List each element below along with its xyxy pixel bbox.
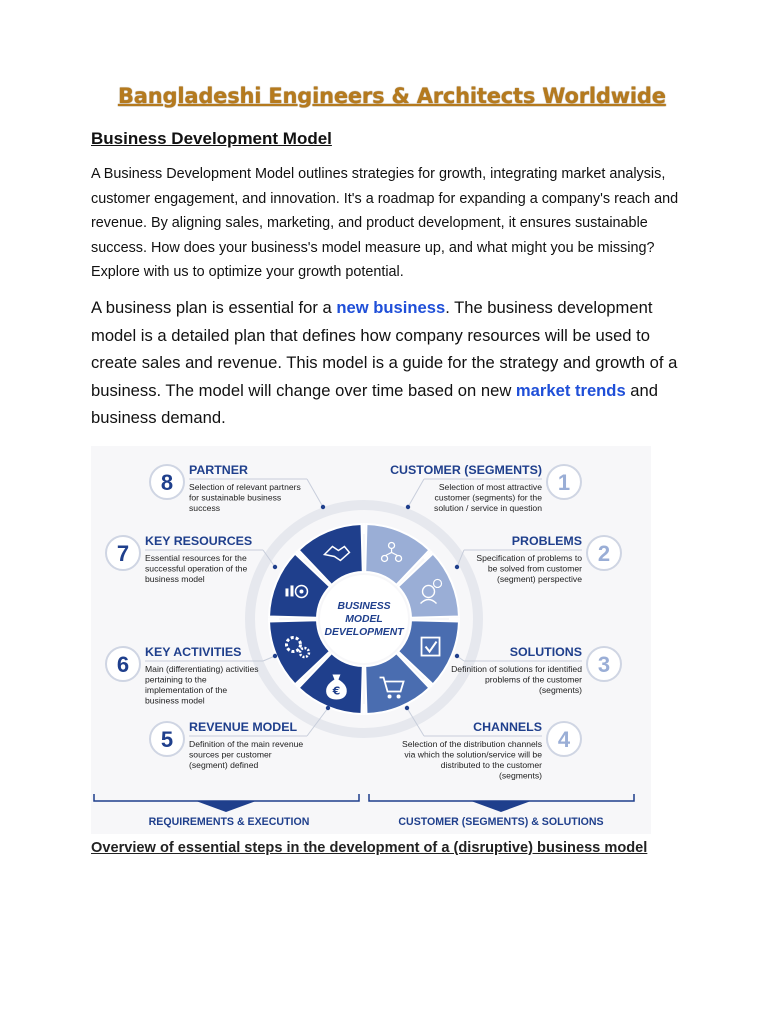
step-title: CUSTOMER (SEGMENTS) [390, 463, 542, 477]
new-business-link[interactable]: new business [336, 298, 446, 317]
step-title: KEY RESOURCES [145, 534, 253, 548]
intro-paragraph: A Business Development Model outlines strategies for growth, integrating market analysis, customer engagement, and innovation. It's a roadmap for expanding a company's reach and revenue. By aligning sales, marketing, and product development, it ensures sustainable success. How does your business's model measure up, and what might you be missing? Explore with us to optimize your growth potential. [91, 166, 679, 281]
step-description-line: distributed to the customer [440, 760, 542, 770]
step-description-line: business model [145, 695, 205, 706]
svg-text:€: € [332, 684, 341, 698]
step-description-line: Specification of problems to [476, 553, 582, 563]
step-number: 4 [557, 727, 571, 752]
step-number: 7 [116, 541, 130, 566]
step-number: 8 [160, 470, 174, 495]
step-number: 2 [597, 541, 611, 566]
market-trends-link[interactable]: market trends [515, 380, 626, 400]
center-label-line: MODEL [345, 614, 383, 625]
step-description-line: business model [145, 574, 205, 584]
diagram-svg [91, 446, 651, 834]
step-description-line: success [189, 503, 221, 513]
footer-right-label: CUSTOMER (SEGMENTS) & SOLUTIONS [398, 816, 604, 828]
step-description-line: (segments) [539, 685, 582, 695]
step-title: PARTNER [189, 463, 248, 477]
step-number: 5 [160, 727, 174, 752]
step-description-line: Definition of solutions for identified [451, 664, 582, 674]
step-number: 6 [116, 652, 130, 677]
step-description-line: successful operation of the [145, 563, 248, 574]
step-number: 1 [557, 470, 571, 495]
connector-dot [273, 654, 277, 658]
business-model-diagram [91, 446, 651, 834]
step-number: 3 [597, 652, 611, 677]
step-description-line: Definition of the main revenue [189, 739, 304, 749]
step-description-line: Essential resources for the [145, 553, 247, 563]
step-description-line: Selection of relevant partners [189, 482, 301, 492]
step-title: SOLUTIONS [509, 645, 582, 659]
step-description-line: customer (segments) for the [434, 492, 542, 503]
center-label-line: DEVELOPMENT [324, 627, 404, 638]
body-text-c: and business demand. [91, 380, 658, 428]
step-description-line: solution / service in question [434, 503, 542, 513]
step-description-line: be solved from customer [487, 563, 582, 574]
footer-left-label: REQUIREMENTS & EXECUTION [148, 816, 310, 828]
section-heading: Business Development Model [91, 129, 332, 148]
step-description-line: problems of the customer [485, 674, 582, 685]
step-description-line: Main (differentiating) activities [145, 664, 259, 674]
connector-dot [406, 505, 410, 509]
site-banner-title: Bangladeshi Engineers & Architects Worldwide [118, 84, 666, 108]
center-label-line: BUSINESS [337, 601, 391, 612]
step-description-line: pertaining to the [145, 674, 207, 685]
step-description-line: (segment) perspective [496, 574, 582, 584]
step-title: PROBLEMS [511, 534, 582, 548]
connector-dot [405, 706, 409, 710]
connector-dot [455, 654, 459, 658]
body-text-a: A business plan is essential for a [91, 298, 337, 317]
connector-dot [326, 706, 330, 710]
step-description-line: via which the solution/service will be [404, 749, 542, 760]
body-paragraph [91, 294, 691, 432]
step-title: CHANNELS [473, 720, 542, 734]
connector-dot [273, 565, 277, 569]
step-description-line: Selection of the distribution channels [402, 739, 542, 749]
step-title: KEY ACTIVITIES [145, 645, 242, 659]
connector-dot [455, 565, 459, 569]
step-description-line: (segments) [499, 770, 542, 781]
step-description-line: sources per customer [189, 749, 272, 760]
figure-caption: Overview of essential steps in the development of a (disruptive) business model [91, 840, 648, 856]
step-description-line: for sustainable business [189, 492, 282, 503]
connector-dot [321, 505, 325, 509]
body-text-b: . The business development model is a detailed plan that defines how company resources will be used to create sales and revenue. This model is a guide for the strategy and growth of a business. The model will change over time based on new [91, 298, 678, 400]
step-title: REVENUE MODEL [189, 720, 298, 734]
step-description-line: (segment) defined [189, 760, 259, 770]
step-description-line: Selection of most attractive [438, 482, 542, 492]
step-description-line: implementation of the [145, 685, 228, 695]
